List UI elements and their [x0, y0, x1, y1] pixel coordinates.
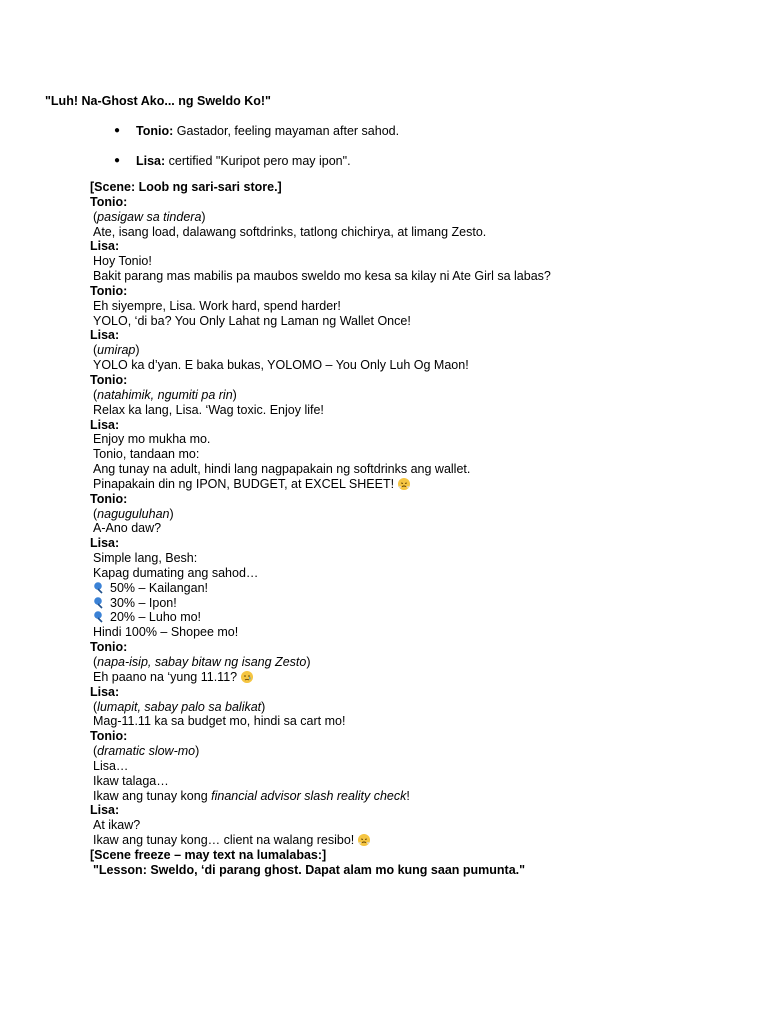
dialogue-line: Mag-11.11 ka sa budget mo, hindi sa cart mo!	[93, 714, 346, 729]
speaker-label: Tonio:	[90, 491, 128, 506]
dialogue-line: Ikaw ang tunay kong… client na walang resibo!	[90, 833, 750, 848]
dialogue-line: Bakit parang mas mabilis pa maubos sweldo mo kesa sa kilay ni Ate Girl sa labas?	[93, 269, 551, 284]
speaker-label: Lisa:	[90, 417, 120, 432]
bullet-icon: ●	[114, 155, 121, 166]
dialogue-line: YOLO ka d’yan. E baka bukas, YOLOMO – You Only Luh Og Maon!	[93, 358, 469, 373]
dialogue-line: Ikaw talaga…	[93, 773, 169, 788]
face-with-steam-icon	[358, 834, 370, 846]
bullet-icon: ●	[114, 125, 121, 136]
speaker-label: Tonio:	[90, 640, 128, 655]
dialogue-line: Tonio, tandaan mo:	[93, 447, 200, 462]
dialogue-line: Simple lang, Besh:	[93, 551, 198, 566]
dialogue-line: Ikaw ang tunay kong financial advisor slash reality check!	[93, 788, 410, 803]
stage-direction: (umirap)	[93, 343, 140, 358]
dialogue-line: Hoy Tonio!	[93, 254, 152, 269]
dialogue-line: Hindi 100% – Shopee mo!	[93, 625, 239, 640]
dialogue-line: A-Ano daw?	[93, 521, 162, 536]
speaker-label: Tonio:	[90, 194, 128, 209]
lesson-text: "Lesson: Sweldo, ‘di parang ghost. Dapat alam mo kung saan pumunta."	[93, 862, 526, 877]
character-name: Tonio:	[136, 124, 174, 138]
budget-item: 30% – Ipon!	[90, 596, 750, 611]
speaker-label: Lisa:	[90, 536, 120, 551]
dialogue-line: Relax ka lang, Lisa. ‘Wag toxic. Enjoy life!	[93, 402, 324, 417]
page-title: "Luh! Na-Ghost Ako... ng Sweldo Ko!"	[45, 94, 271, 108]
speaker-label: Lisa:	[90, 328, 120, 343]
dialogue-line: Kapag dumating ang sahod…	[93, 565, 259, 580]
character-desc: certified "Kuripot pero may ipon".	[165, 154, 351, 168]
stage-direction: (napa-isip, sabay bitaw ng isang Zesto)	[93, 655, 311, 669]
dialogue-line: Ang tunay na adult, hindi lang nagpapakain ng softdrinks ang wallet.	[93, 462, 471, 477]
dialogue-line: Enjoy mo mukha mo.	[93, 432, 211, 447]
budget-item: 50% – Kailangan!	[90, 581, 750, 596]
speaker-label: Lisa:	[90, 803, 120, 818]
dialogue-line: Eh siyempre, Lisa. Work hard, spend harder!	[93, 298, 341, 313]
speaker-label: Tonio:	[90, 372, 128, 387]
dialogue-line: Eh paano na ‘yung 11.11?	[90, 670, 750, 685]
character-name: Lisa:	[136, 154, 166, 168]
speaker-label: Tonio:	[90, 283, 128, 298]
speaker-label: Lisa:	[90, 684, 120, 699]
character-desc: Gastador, feeling mayaman after sahod.	[173, 124, 400, 138]
script-body	[90, 180, 750, 878]
blue-pushpin-icon	[93, 582, 104, 594]
scene-heading: [Scene: Loob ng sari-sari store.]	[90, 180, 282, 194]
dialogue-line: YOLO, ‘di ba? You Only Lahat ng Laman ng Wallet Once!	[93, 313, 411, 328]
dialogue-line: Pinapakain din ng IPON, BUDGET, at EXCEL SHEET!	[90, 477, 750, 492]
stage-direction: (naguguluhan)	[93, 506, 174, 521]
speaker-label: Tonio:	[90, 729, 128, 744]
face-with-steam-icon	[398, 478, 410, 490]
stage-direction: (dramatic slow-mo)	[93, 744, 200, 759]
blue-pushpin-icon	[93, 597, 104, 609]
stage-direction: (natahimik, ngumiti pa rin)	[93, 387, 237, 402]
blue-pushpin-icon	[93, 611, 104, 623]
speaker-label: Lisa:	[90, 239, 120, 254]
dialogue-line: Lisa…	[93, 758, 129, 773]
dialogue-line: At ikaw?	[93, 818, 141, 833]
stage-direction: (lumapit, sabay palo sa balikat)	[93, 699, 266, 714]
budget-item: 20% – Luho mo!	[90, 610, 750, 625]
crying-face-icon	[241, 671, 253, 683]
stage-direction: (pasigaw sa tindera)	[93, 209, 206, 224]
dialogue-line: Ate, isang load, dalawang softdrinks, tatlong chichirya, at limang Zesto.	[93, 224, 487, 239]
scene-heading: [Scene freeze – may text na lumalabas:]	[90, 847, 327, 862]
